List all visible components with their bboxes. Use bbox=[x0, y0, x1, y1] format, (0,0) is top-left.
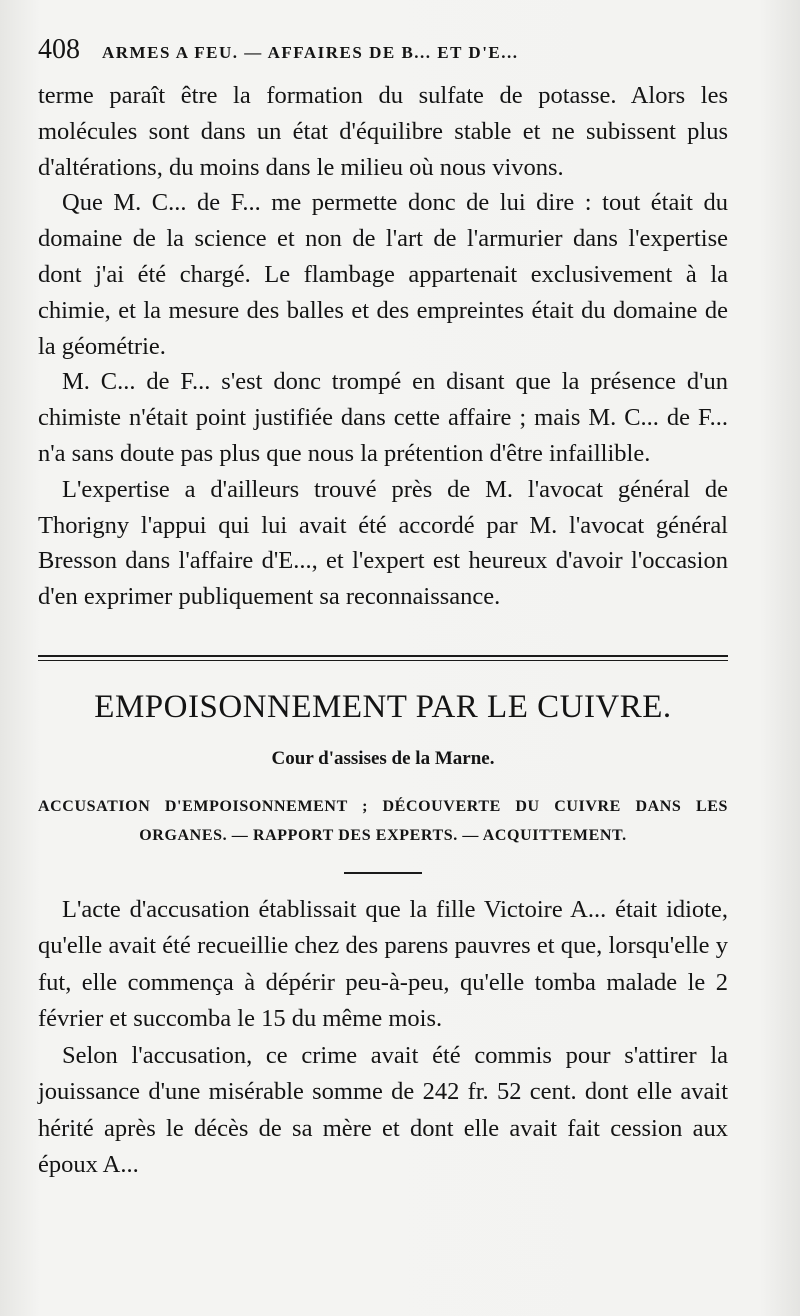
section-body bbox=[38, 892, 728, 1184]
paragraph: L'acte d'accusation établissait que la fille Victoire A... était idiote, qu'elle avait été recueillie chez des parens pauvres et que, lorsqu'elle y fut, elle commença à dépérir peu-à-peu, qu'elle tomba malade le 2 février et succomba le 15 du même mois. bbox=[38, 895, 728, 1033]
case-summary bbox=[38, 792, 728, 850]
paragraph: Selon l'accusation, ce crime avait été commis pour s'attirer la jouissance d'une misérable somme de 242 fr. 52 cent. dont elle avait hérité après le décès de sa mère et dont elle avait fait cession aux époux A... bbox=[38, 1041, 728, 1179]
summary-line: ACCUSATION D'EMPOISONNEMENT ; DÉCOUVERTE DU CUIVRE DANS LES bbox=[38, 797, 728, 815]
paragraph-continuation: terme paraît être la formation du sulfate de potasse. Alors les molécules sont dans un état d'équilibre stable et ne subissent plus d'altérations, du moins dans le milieu où nous vivons. bbox=[38, 82, 728, 181]
summary-line: ORGANES. — RAPPORT DES EXPERTS. — ACQUITTEMENT. bbox=[139, 826, 627, 844]
section-divider bbox=[38, 655, 728, 661]
section-title: EMPOISONNEMENT PAR LE CUIVRE. bbox=[94, 688, 672, 725]
short-divider bbox=[344, 872, 422, 874]
previous-article-text bbox=[38, 78, 728, 615]
running-title: ARMES A FEU. — AFFAIRES DE B... ET D'E... bbox=[102, 43, 519, 62]
paragraph: M. C... de F... s'est donc trompé en disant que la présence d'un chimiste n'était point justifiée dans cette affaire ; mais M. C... de F... n'a sans doute pas plus que nous la prétention d'être infaillible. bbox=[38, 368, 728, 467]
paragraph: L'expertise a d'ailleurs trouvé près de M. l'avocat général de Thorigny l'appui qui lui avait été accordé par M. l'avocat général Bresson dans l'affaire d'E..., et l'expert est heureux d'avoir l'occasion d'en exprimer publiquement sa reconnaissance. bbox=[38, 475, 728, 611]
paragraph: Que M. C... de F... me permette donc de lui dire : tout était du domaine de la science et non de l'art de l'armurier dans l'expertise dont j'ai été chargé. Le flambage appartenait exclusivement à la chimie, et la mesure des balles et des empreintes était du domaine de la géométrie. bbox=[38, 189, 728, 360]
court-subtitle: Cour d'assises de la Marne. bbox=[271, 747, 495, 769]
page-number: 408 bbox=[38, 34, 80, 65]
running-header bbox=[38, 34, 728, 78]
